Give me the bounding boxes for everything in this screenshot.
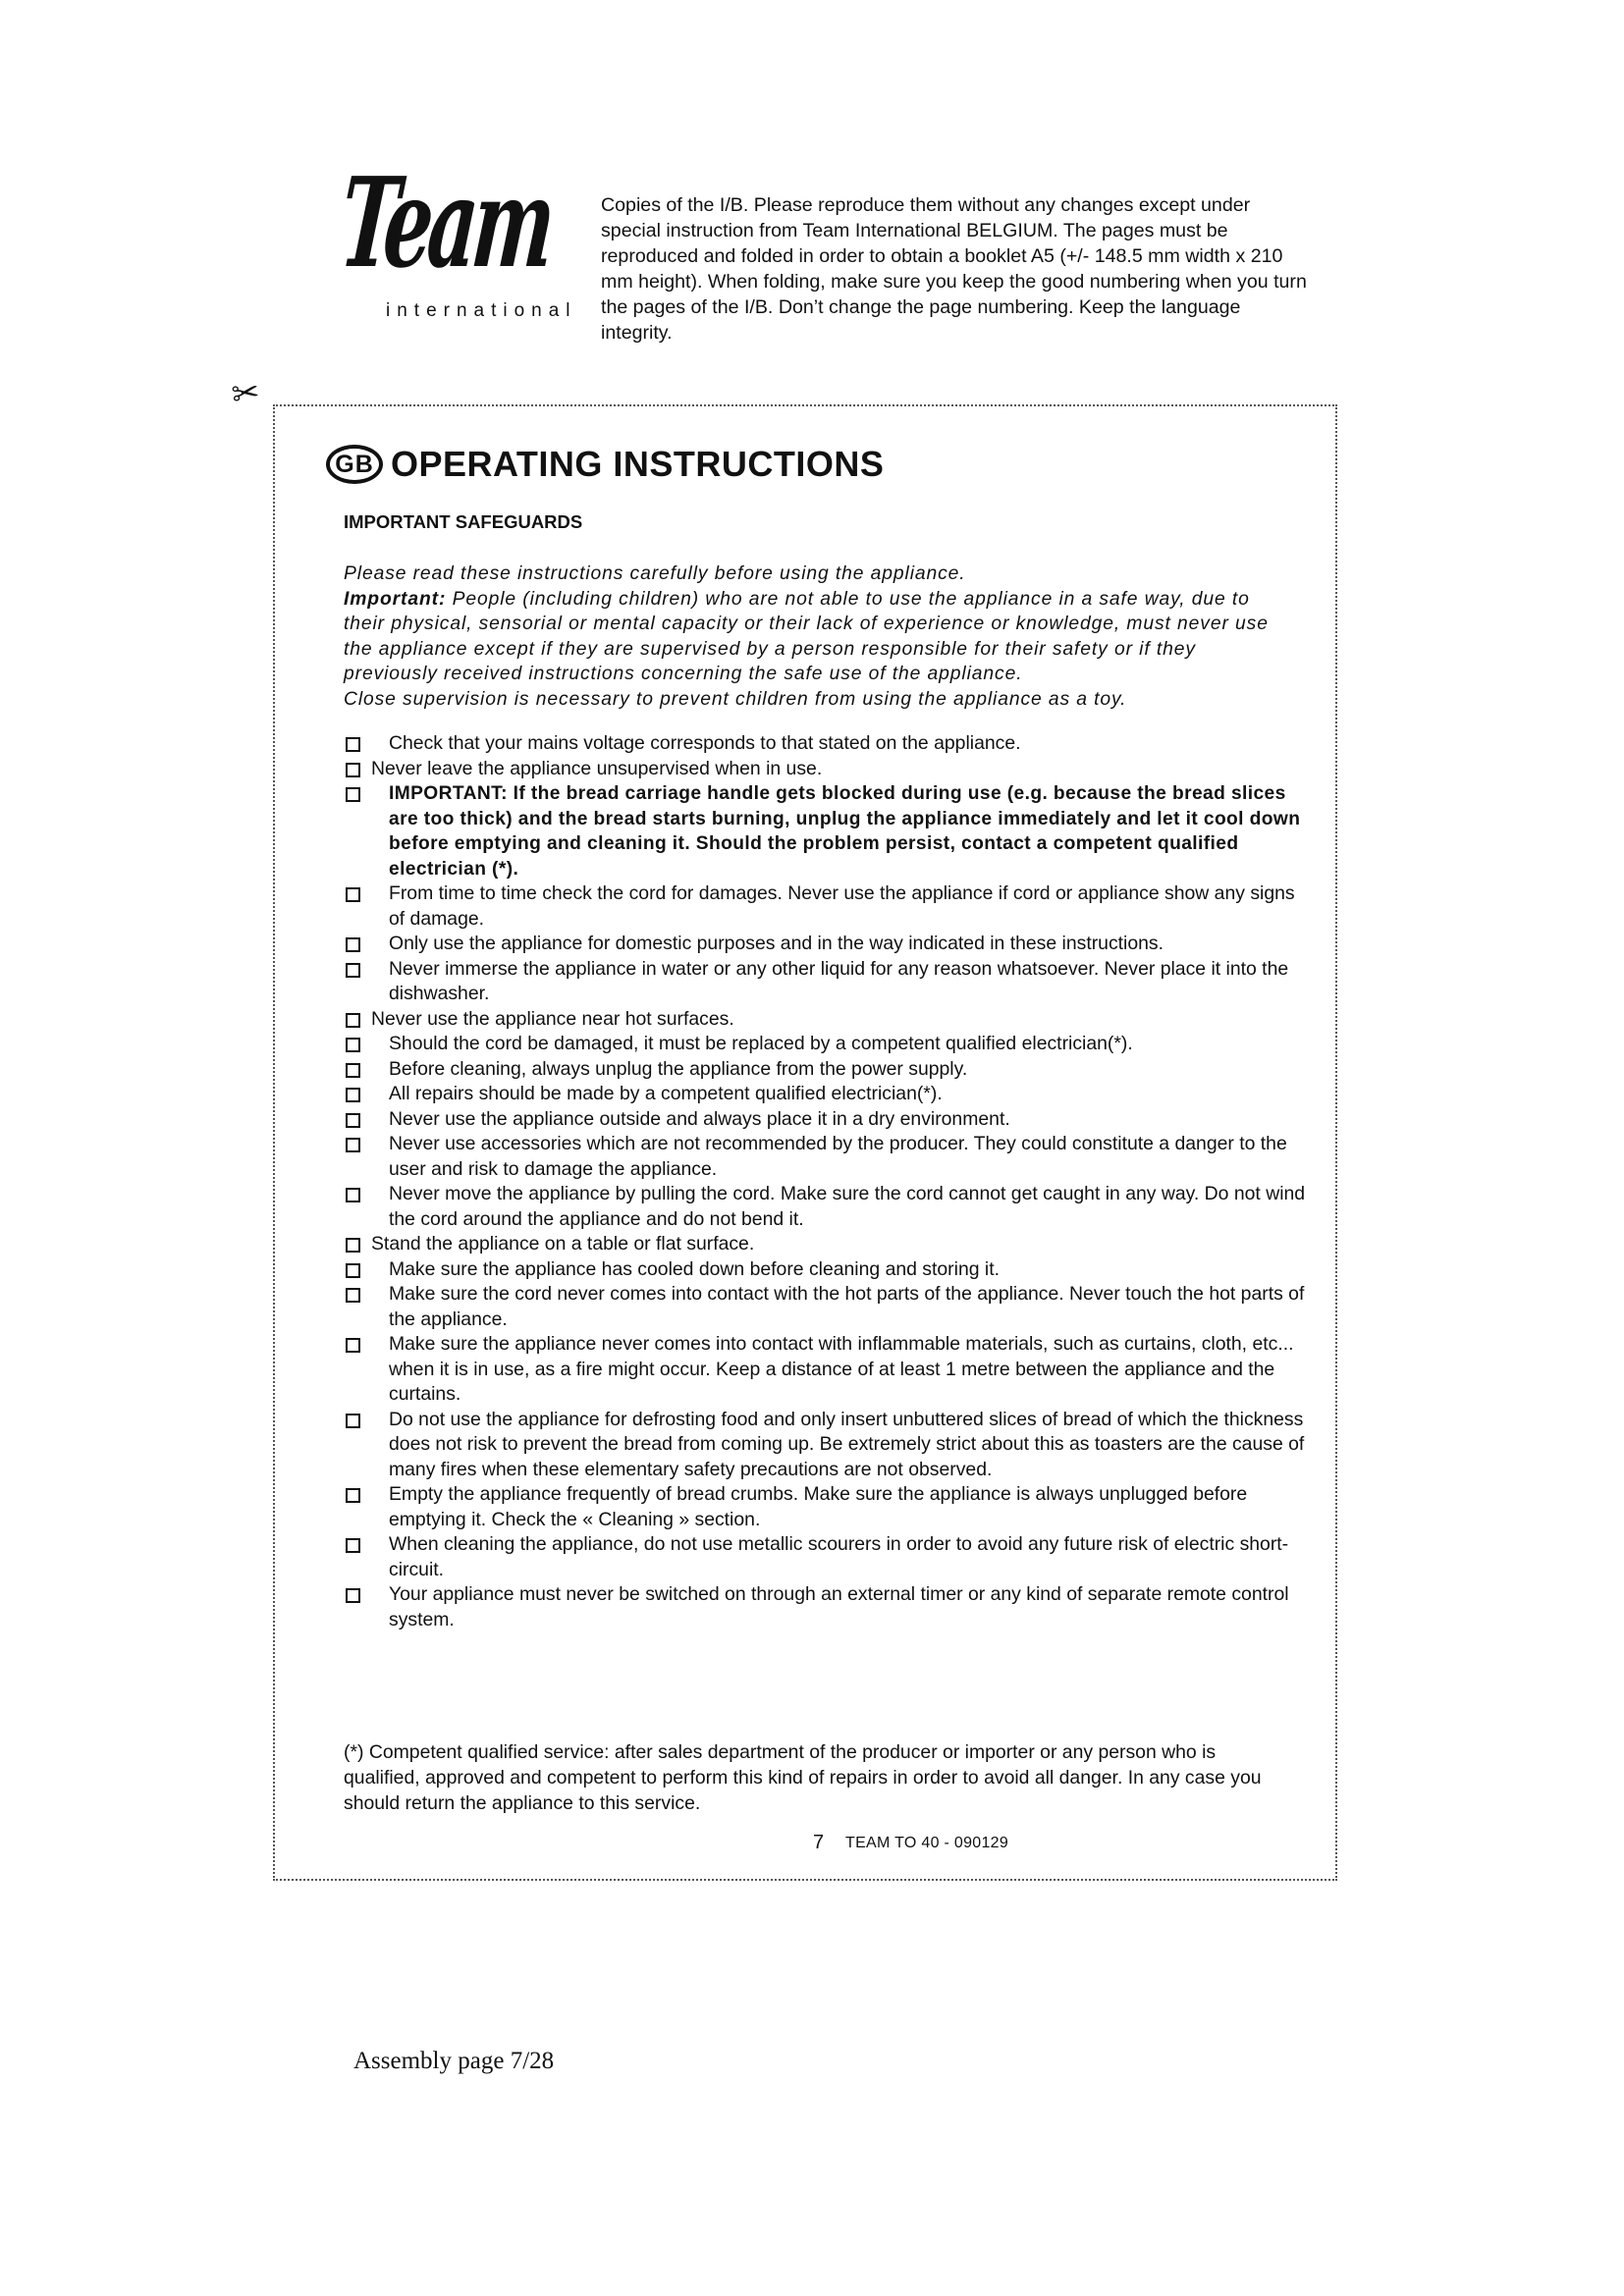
intro-block [344,561,1276,713]
page-number: 7 [813,1832,825,1853]
checkbox-bullet-icon [346,1188,360,1202]
checkbox-bullet-icon [346,1013,360,1028]
checkbox-bullet-icon [346,1288,360,1303]
list-item: Make sure the appliance has cooled down before cleaning and storing it. [344,1257,1306,1283]
list-item: Never use the appliance near hot surfaces. [344,1007,1306,1033]
checkbox-bullet-icon [346,1138,360,1152]
safeguards-heading: IMPORTANT SAFEGUARDS [344,511,583,532]
list-item: IMPORTANT: If the bread carriage handle gets blocked during use (e.g. because the bread slices are too thick) and the bread starts burning, unplug the appliance immediately and let it cool down before emptying and cleaning it. Should the problem persist, contact a competent qualified electrician (*). [344,781,1306,881]
intro-read-line: Please read these instructions carefully before using the appliance. [344,563,966,584]
list-item: Never use the appliance outside and always place it in a dry environment. [344,1107,1306,1133]
checkbox-bullet-icon [346,1338,360,1353]
checkbox-bullet-icon [346,887,360,902]
intro-supervision-line: Close supervision is necessary to prevent children from using the appliance as a toy. [344,688,1127,710]
list-item: Do not use the appliance for defrosting food and only insert unbuttered slices of bread of which the thickness does not risk to prevent the bread from coming up. Be extremely strict about this as toasters are the cause of many fires when these elementary safety precautions are not observed. [344,1408,1306,1483]
list-item: Never use accessories which are not recommended by the producer. They could constitute a danger to the user and risk to damage the appliance. [344,1132,1306,1182]
list-item: Only use the appliance for domestic purposes and in the way indicated in these instructions. [344,932,1306,957]
checkbox-bullet-icon [346,1063,360,1078]
checkbox-bullet-icon [346,1538,360,1553]
logo-brand: Team [335,150,557,295]
checkbox-bullet-icon [346,1238,360,1253]
document-code: TEAM TO 40 - 090129 [845,1835,1009,1851]
scissors-icon: ✂ [229,373,263,414]
competent-service-footnote: (*) Competent qualified service: after sales department of the producer or importer or any person who is qualified, approved and competent to perform this kind of repairs in order to avoid all danger. In any case you should return the appliance to this service. [344,1741,1262,1814]
list-item: Before cleaning, always unplug the appliance from the power supply. [344,1057,1306,1083]
list-item: Never immerse the appliance in water or any other liquid for any reason whatsoever. Never place it into the dishwasher. [344,957,1306,1007]
list-item: Never move the appliance by pulling the cord. Make sure the cord cannot get caught in any way. Do not wind the cord around the appliance and do not bend it. [344,1182,1306,1232]
section-heading [326,444,884,485]
checkbox-bullet-icon [346,937,360,952]
safeguards-list [344,731,1306,1632]
list-item: When cleaning the appliance, do not use metallic scourers in order to avoid any future risk of electric short-circuit. [344,1532,1306,1582]
important-text: People (including children) who are not able to use the appliance in a safe way, due to their physical, sensorial or mental capacity or their lack of experience or knowledge, must never use the appliance except if they are supervised by a person responsible for their safety or if they previously received instructions concerning the safe use of the appliance. [344,588,1269,685]
intro-important [344,587,1276,687]
checkbox-bullet-icon [346,1588,360,1603]
checkbox-bullet-icon [346,787,360,802]
checkbox-bullet-icon [346,763,360,777]
list-item: All repairs should be made by a competent qualified electrician(*). [344,1082,1306,1107]
logo-subtitle: international [386,300,577,321]
page-title: OPERATING INSTRUCTIONS [391,444,885,484]
list-item: Check that your mains voltage corresponds to that stated on the appliance. [344,731,1306,757]
list-item: Should the cord be damaged, it must be replaced by a competent qualified electrician(*). [344,1032,1306,1057]
list-item: Empty the appliance frequently of bread crumbs. Make sure the appliance is always unplugged before emptying it. Check the « Cleaning » section. [344,1482,1306,1532]
checkbox-bullet-icon [346,1263,360,1278]
list-item: Never leave the appliance unsupervised when in use. [344,757,1306,782]
checkbox-bullet-icon [346,737,360,752]
gb-language-badge: GB [326,445,383,484]
checkbox-bullet-icon [346,1414,360,1428]
team-international-logo [335,150,577,334]
checkbox-bullet-icon [346,1088,360,1102]
list-item: Stand the appliance on a table or flat surface. [344,1232,1306,1257]
checkbox-bullet-icon [346,963,360,978]
list-item: Your appliance must never be switched on through an external timer or any kind of separate remote control system. [344,1582,1306,1632]
list-item: From time to time check the cord for damages. Never use the appliance if cord or appliance show any signs of damage. [344,881,1306,932]
checkbox-bullet-icon [346,1488,360,1503]
copy-instructions-note: Copies of the I/B. Please reproduce them without any changes except under special instruction from Team International BELGIUM. The pages must be reproduced and folded in order to obtain a booklet A5 (+/- 148.5 mm width x 210 mm height). When folding, make sure you keep the good numbering when you turn the pages of the I/B. Don’t change the page numbering. Keep the language integrity. [601,194,1307,344]
checkbox-bullet-icon [346,1038,360,1052]
list-item: Make sure the appliance never comes into contact with inflammable materials, such as curtains, cloth, etc... when it is in use, as a fire might occur. Keep a distance of at least 1 metre between the appliance and the curtains. [344,1332,1306,1408]
checkbox-bullet-icon [346,1113,360,1128]
assembly-page-label: Assembly page 7/28 [353,2048,555,2074]
important-label: Important: [344,588,447,610]
list-item: Make sure the cord never comes into contact with the hot parts of the appliance. Never touch the hot parts of the appliance. [344,1282,1306,1332]
